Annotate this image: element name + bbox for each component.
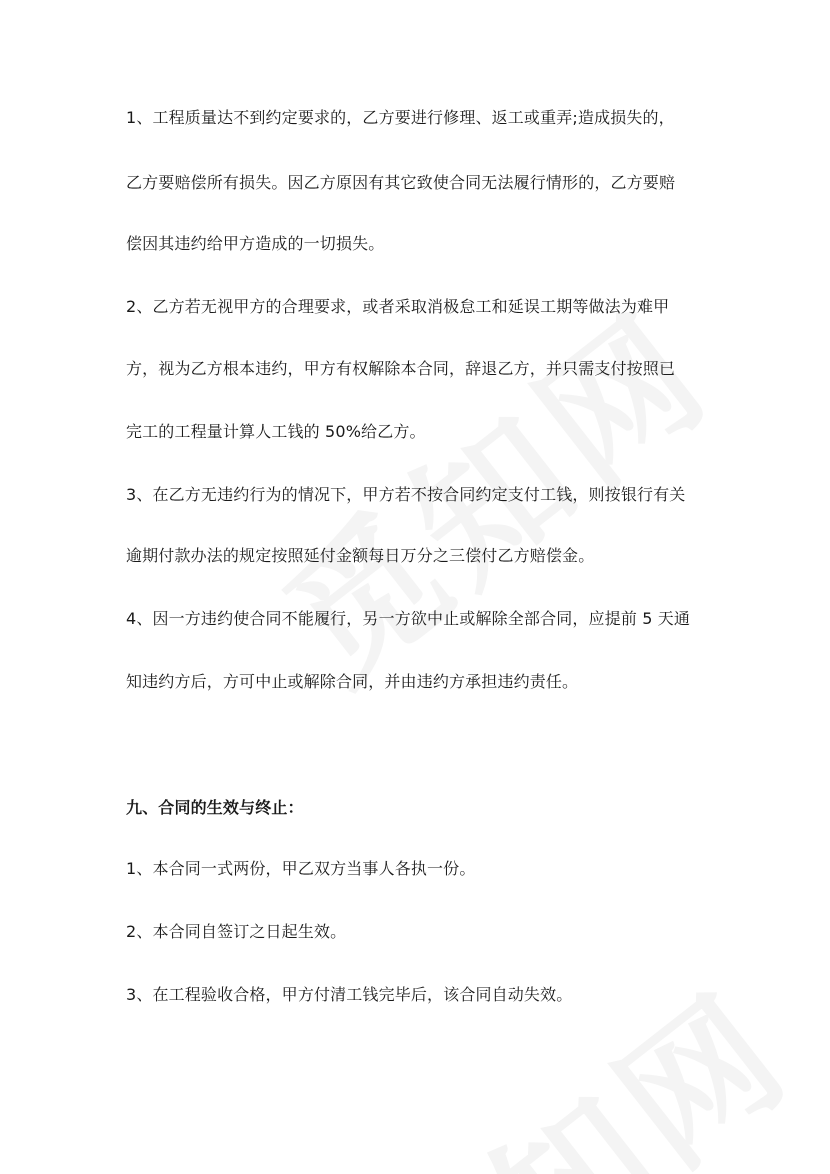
paragraph-line: 乙方要赔偿所有损失。因乙方原因有其它致使合同无法履行情形的，乙方要赔 xyxy=(126,173,676,192)
list-item: 3、在工程验收合格，甲方付清工钱完毕后，该合同自动失效。 xyxy=(126,985,573,1004)
list-item: 1、本合同一式两份，甲乙双方当事人各执一份。 xyxy=(126,859,476,878)
watermark xyxy=(314,935,825,1174)
list-item: 2、本合同自签订之日起生效。 xyxy=(126,922,347,941)
paragraph-line: 4、因一方违约使合同不能履行，另一方欲中止或解除全部合同，应提前 5 天通 xyxy=(126,609,691,628)
paragraph-line: 3、在乙方无违约行为的情况下，甲方若不按合同约定支付工钱，则按银行有关 xyxy=(126,485,686,504)
paragraph-line: 方，视为乙方根本违约，甲方有权解除本合同，辞退乙方，并只需支付按照已 xyxy=(126,359,676,378)
paragraph-line: 完工的工程量计算人工钱的 50%给乙方。 xyxy=(126,422,426,441)
paragraph-line: 知违约方后，方可中止或解除合同，并由违约方承担违约责任。 xyxy=(126,672,579,691)
paragraph-line: 偿因其违约给甲方造成的一切损失。 xyxy=(126,234,385,253)
paragraph-line: 2、乙方若无视甲方的合理要求，或者采取消极怠工和延误工期等做法为难甲 xyxy=(126,297,670,316)
paragraph-line: 1、工程质量达不到约定要求的，乙方要进行修理、返工或重弄;造成损失的， xyxy=(126,108,675,127)
section-heading: 九、合同的生效与终止： xyxy=(126,798,304,817)
paragraph-line: 逾期付款办法的规定按照延付金额每日万分之三偿付乙方赔偿金。 xyxy=(126,546,595,565)
